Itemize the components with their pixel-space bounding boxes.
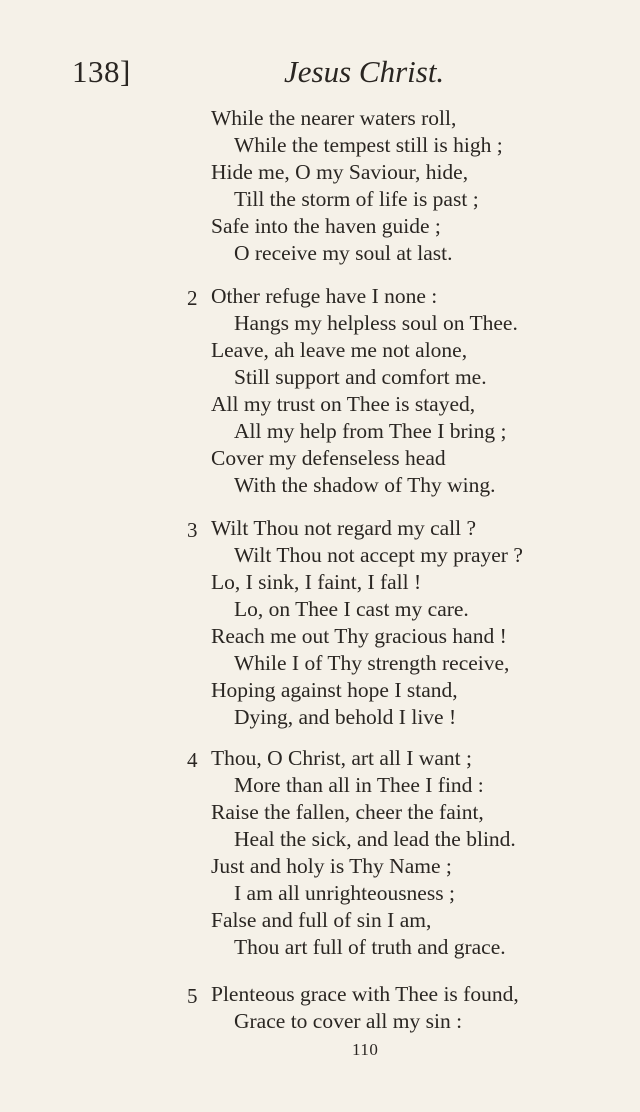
verse-line: False and full of sin I am, bbox=[211, 908, 432, 932]
verse-line: Thou art full of truth and grace. bbox=[234, 935, 506, 959]
verse-line: Still support and comfort me. bbox=[234, 365, 487, 389]
verse-line: Lo, on Thee I cast my care. bbox=[234, 597, 469, 621]
verse-line: Hoping against hope I stand, bbox=[211, 678, 458, 702]
verse-line: Hide me, O my Saviour, hide, bbox=[211, 160, 469, 184]
verse-line: Grace to cover all my sin : bbox=[234, 1009, 463, 1033]
verse-line: Wilt Thou not accept my prayer ? bbox=[234, 543, 523, 567]
verse-line: Wilt Thou not regard my call ? bbox=[211, 516, 477, 540]
page-folio: 110 bbox=[352, 1040, 379, 1059]
verse-line: Heal the sick, and lead the blind. bbox=[234, 827, 516, 851]
verse-line: More than all in Thee I find : bbox=[234, 773, 484, 797]
stanza-number: 4 bbox=[187, 748, 198, 772]
verse-line: O receive my soul at last. bbox=[234, 241, 453, 265]
verse-line: Raise the fallen, cheer the faint, bbox=[211, 800, 484, 824]
stanza-number: 2 bbox=[187, 286, 198, 310]
verse-line: Lo, I sink, I faint, I fall ! bbox=[211, 570, 422, 594]
verse-line: Plenteous grace with Thee is found, bbox=[211, 982, 519, 1006]
verse-line: Thou, O Christ, art all I want ; bbox=[211, 746, 472, 770]
verse-line: While I of Thy strength receive, bbox=[234, 651, 510, 675]
verse-line: Cover my defenseless head bbox=[211, 446, 446, 470]
verse-line: Just and holy is Thy Name ; bbox=[211, 854, 452, 878]
page-number: 138] bbox=[72, 54, 131, 89]
verse-line: All my trust on Thee is stayed, bbox=[211, 392, 476, 416]
verse-line: Till the storm of life is past ; bbox=[234, 187, 479, 211]
verse-line: Dying, and behold I live ! bbox=[234, 705, 457, 729]
stanza-number: 5 bbox=[187, 984, 198, 1008]
verse-line: Other refuge have I none : bbox=[211, 284, 438, 308]
verse-line: While the nearer waters roll, bbox=[211, 106, 457, 130]
verse-line: Leave, ah leave me not alone, bbox=[211, 338, 468, 362]
verse-line: I am all unrighteousness ; bbox=[234, 881, 455, 905]
verse-line: While the tempest still is high ; bbox=[234, 133, 503, 157]
verse-line: Hangs my helpless soul on Thee. bbox=[234, 311, 518, 335]
stanza-number: 3 bbox=[187, 518, 198, 542]
verse-line: Safe into the haven guide ; bbox=[211, 214, 441, 238]
verse-line: All my help from Thee I bring ; bbox=[234, 419, 507, 443]
verse-line: Reach me out Thy gracious hand ! bbox=[211, 624, 507, 648]
verse-line: With the shadow of Thy wing. bbox=[234, 473, 496, 497]
running-title: Jesus Christ. bbox=[284, 54, 445, 89]
